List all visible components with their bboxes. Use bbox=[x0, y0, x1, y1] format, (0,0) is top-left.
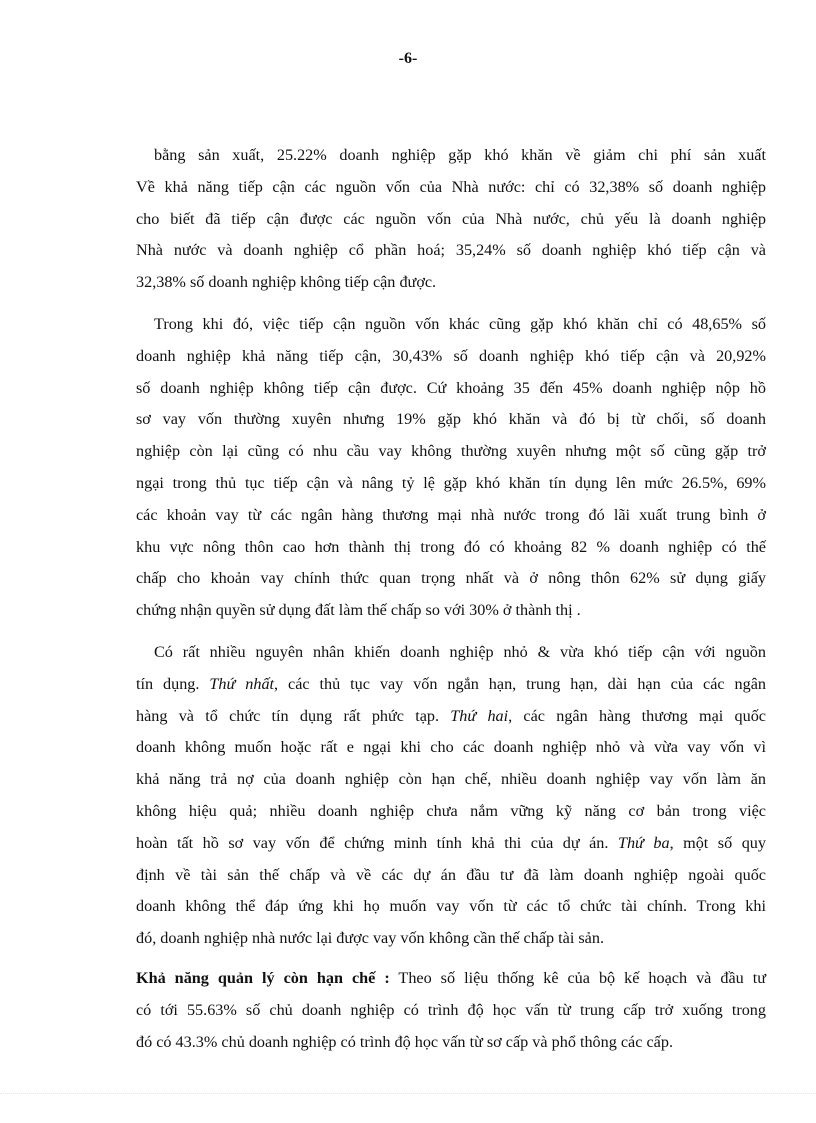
text-run: tín dụng. bbox=[136, 674, 210, 693]
text-line: bằng sản xuất, 25.22% doanh nghiệp gặp khó khăn về giảm chi phí sản xuất bbox=[154, 146, 766, 164]
text-line: doanh không muốn hoặc rất e ngại khi cho các doanh nghiệp nhỏ và vừa vay vốn vì bbox=[136, 738, 766, 757]
text-line: đó, doanh nghiệp nhà nước lại được vay vốn không cần thế chấp tài sản. bbox=[136, 929, 605, 948]
text-line bbox=[136, 701, 766, 733]
paragraph-2 bbox=[136, 309, 766, 627]
text-line: Nhà nước và doanh nghiệp cổ phần hoá; 35,24% số doanh nghiệp khó tiếp cận và bbox=[136, 241, 766, 260]
text-line: chấp cho khoản vay chính thức quan trọng nhất và ở nông thôn 62% sử dụng giấy bbox=[136, 569, 766, 588]
page-number: -6- bbox=[398, 50, 418, 67]
text-line: không hiệu quả; nhiều doanh nghiệp chưa nắm vững kỹ năng cơ bản trong việc bbox=[136, 801, 766, 820]
text-line bbox=[136, 828, 766, 860]
text-run: , các ngân hàng thương mại quốc bbox=[508, 706, 766, 725]
text-line: 32,38% số doanh nghiệp không tiếp cận được. bbox=[136, 273, 437, 292]
emphasis-second: Thứ hai bbox=[450, 706, 509, 725]
text-line: cho biết đã tiếp cận được các nguồn vốn của Nhà nước, chủ yếu là doanh nghiệp bbox=[136, 209, 766, 228]
text-line: sơ vay vốn thường xuyên nhưng 19% gặp khó khăn và đó bị từ chối, số doanh bbox=[136, 410, 766, 429]
text-line bbox=[136, 669, 766, 701]
text-line: ngại trong thủ tục tiếp cận và nâng tỷ lệ gặp khó khăn tín dụng lên mức 26.5%, 69% bbox=[136, 473, 766, 492]
paragraph-4 bbox=[136, 963, 766, 1058]
text-line: số doanh nghiệp không tiếp cận được. Cứ khoảng 35 đến 45% doanh nghiệp nộp hồ bbox=[136, 378, 766, 397]
text-line: các khoản vay từ các ngân hàng thương mại nhà nước trong đó lãi xuất trung bình ở bbox=[136, 505, 766, 524]
document-body bbox=[136, 140, 766, 1058]
text-line: khu vực nông thôn cao hơn thành thị trong đó có khoảng 82 % doanh nghiệp có thế bbox=[136, 537, 766, 556]
text-line: Về khả năng tiếp cận các nguồn vốn của Nhà nước: chỉ có 32,38% số doanh nghiệp bbox=[136, 177, 766, 196]
text-line: có tới 55.63% số chủ doanh nghiệp có trình độ học vấn từ trung cấp trở xuống trong bbox=[136, 1000, 766, 1019]
text-line bbox=[136, 963, 766, 995]
text-line: đó có 43.3% chủ doanh nghiệp có trình độ học vấn từ sơ cấp và phổ thông các cấp. bbox=[136, 1032, 673, 1051]
text-run: hoàn tất hồ sơ vay vốn để chứng minh tính khả thi của dự án. bbox=[136, 833, 618, 852]
text-line: định về tài sản thế chấp và về các dự án đầu tư đã làm doanh nghiệp ngoài quốc bbox=[136, 865, 766, 884]
text-line: nghiệp còn lại cũng có nhu cầu vay không thường xuyên nhưng một số cũng gặp trở bbox=[136, 442, 766, 461]
text-line: chứng nhận quyền sử dụng đất làm thế chấp so với 30% ở thành thị . bbox=[136, 601, 581, 620]
paragraph-3 bbox=[136, 637, 766, 955]
text-line: Có rất nhiều nguyên nhân khiến doanh nghiệp nhỏ & vừa khó tiếp cận với nguồn bbox=[154, 642, 766, 661]
text-line: khả năng trả nợ của doanh nghiệp còn hạn chế, nhiều doanh nghiệp vay vốn làm ăn bbox=[136, 770, 766, 789]
text-line: doanh nghiệp khả năng tiếp cận, 30,43% số doanh nghiệp khó tiếp cận và 20,92% bbox=[136, 346, 766, 365]
text-run: hàng và tổ chức tín dụng rất phức tạp. bbox=[136, 706, 451, 725]
paragraph-1 bbox=[136, 140, 766, 299]
text-line: Trong khi đó, việc tiếp cận nguồn vốn khác cũng gặp khó khăn chỉ có 48,65% số bbox=[154, 314, 766, 333]
emphasis-third: Thứ ba bbox=[617, 833, 670, 852]
text-run: , một số quy bbox=[669, 833, 766, 852]
text-run: Theo số liệu thống kê của bộ kế hoạch và đầu tư bbox=[389, 968, 766, 987]
text-line: doanh không thể đáp ứng khi họ muốn vay vốn từ các tổ chức tài chính. Trong khi bbox=[136, 897, 766, 916]
section-lead: Khả năng quản lý còn hạn chế : bbox=[136, 968, 390, 987]
emphasis-first: Thứ nhất bbox=[209, 674, 275, 693]
page-bottom-divider bbox=[0, 1093, 816, 1094]
text-run: , các thủ tục vay vốn ngắn hạn, trung hạn, dài hạn của các ngân bbox=[274, 674, 766, 693]
